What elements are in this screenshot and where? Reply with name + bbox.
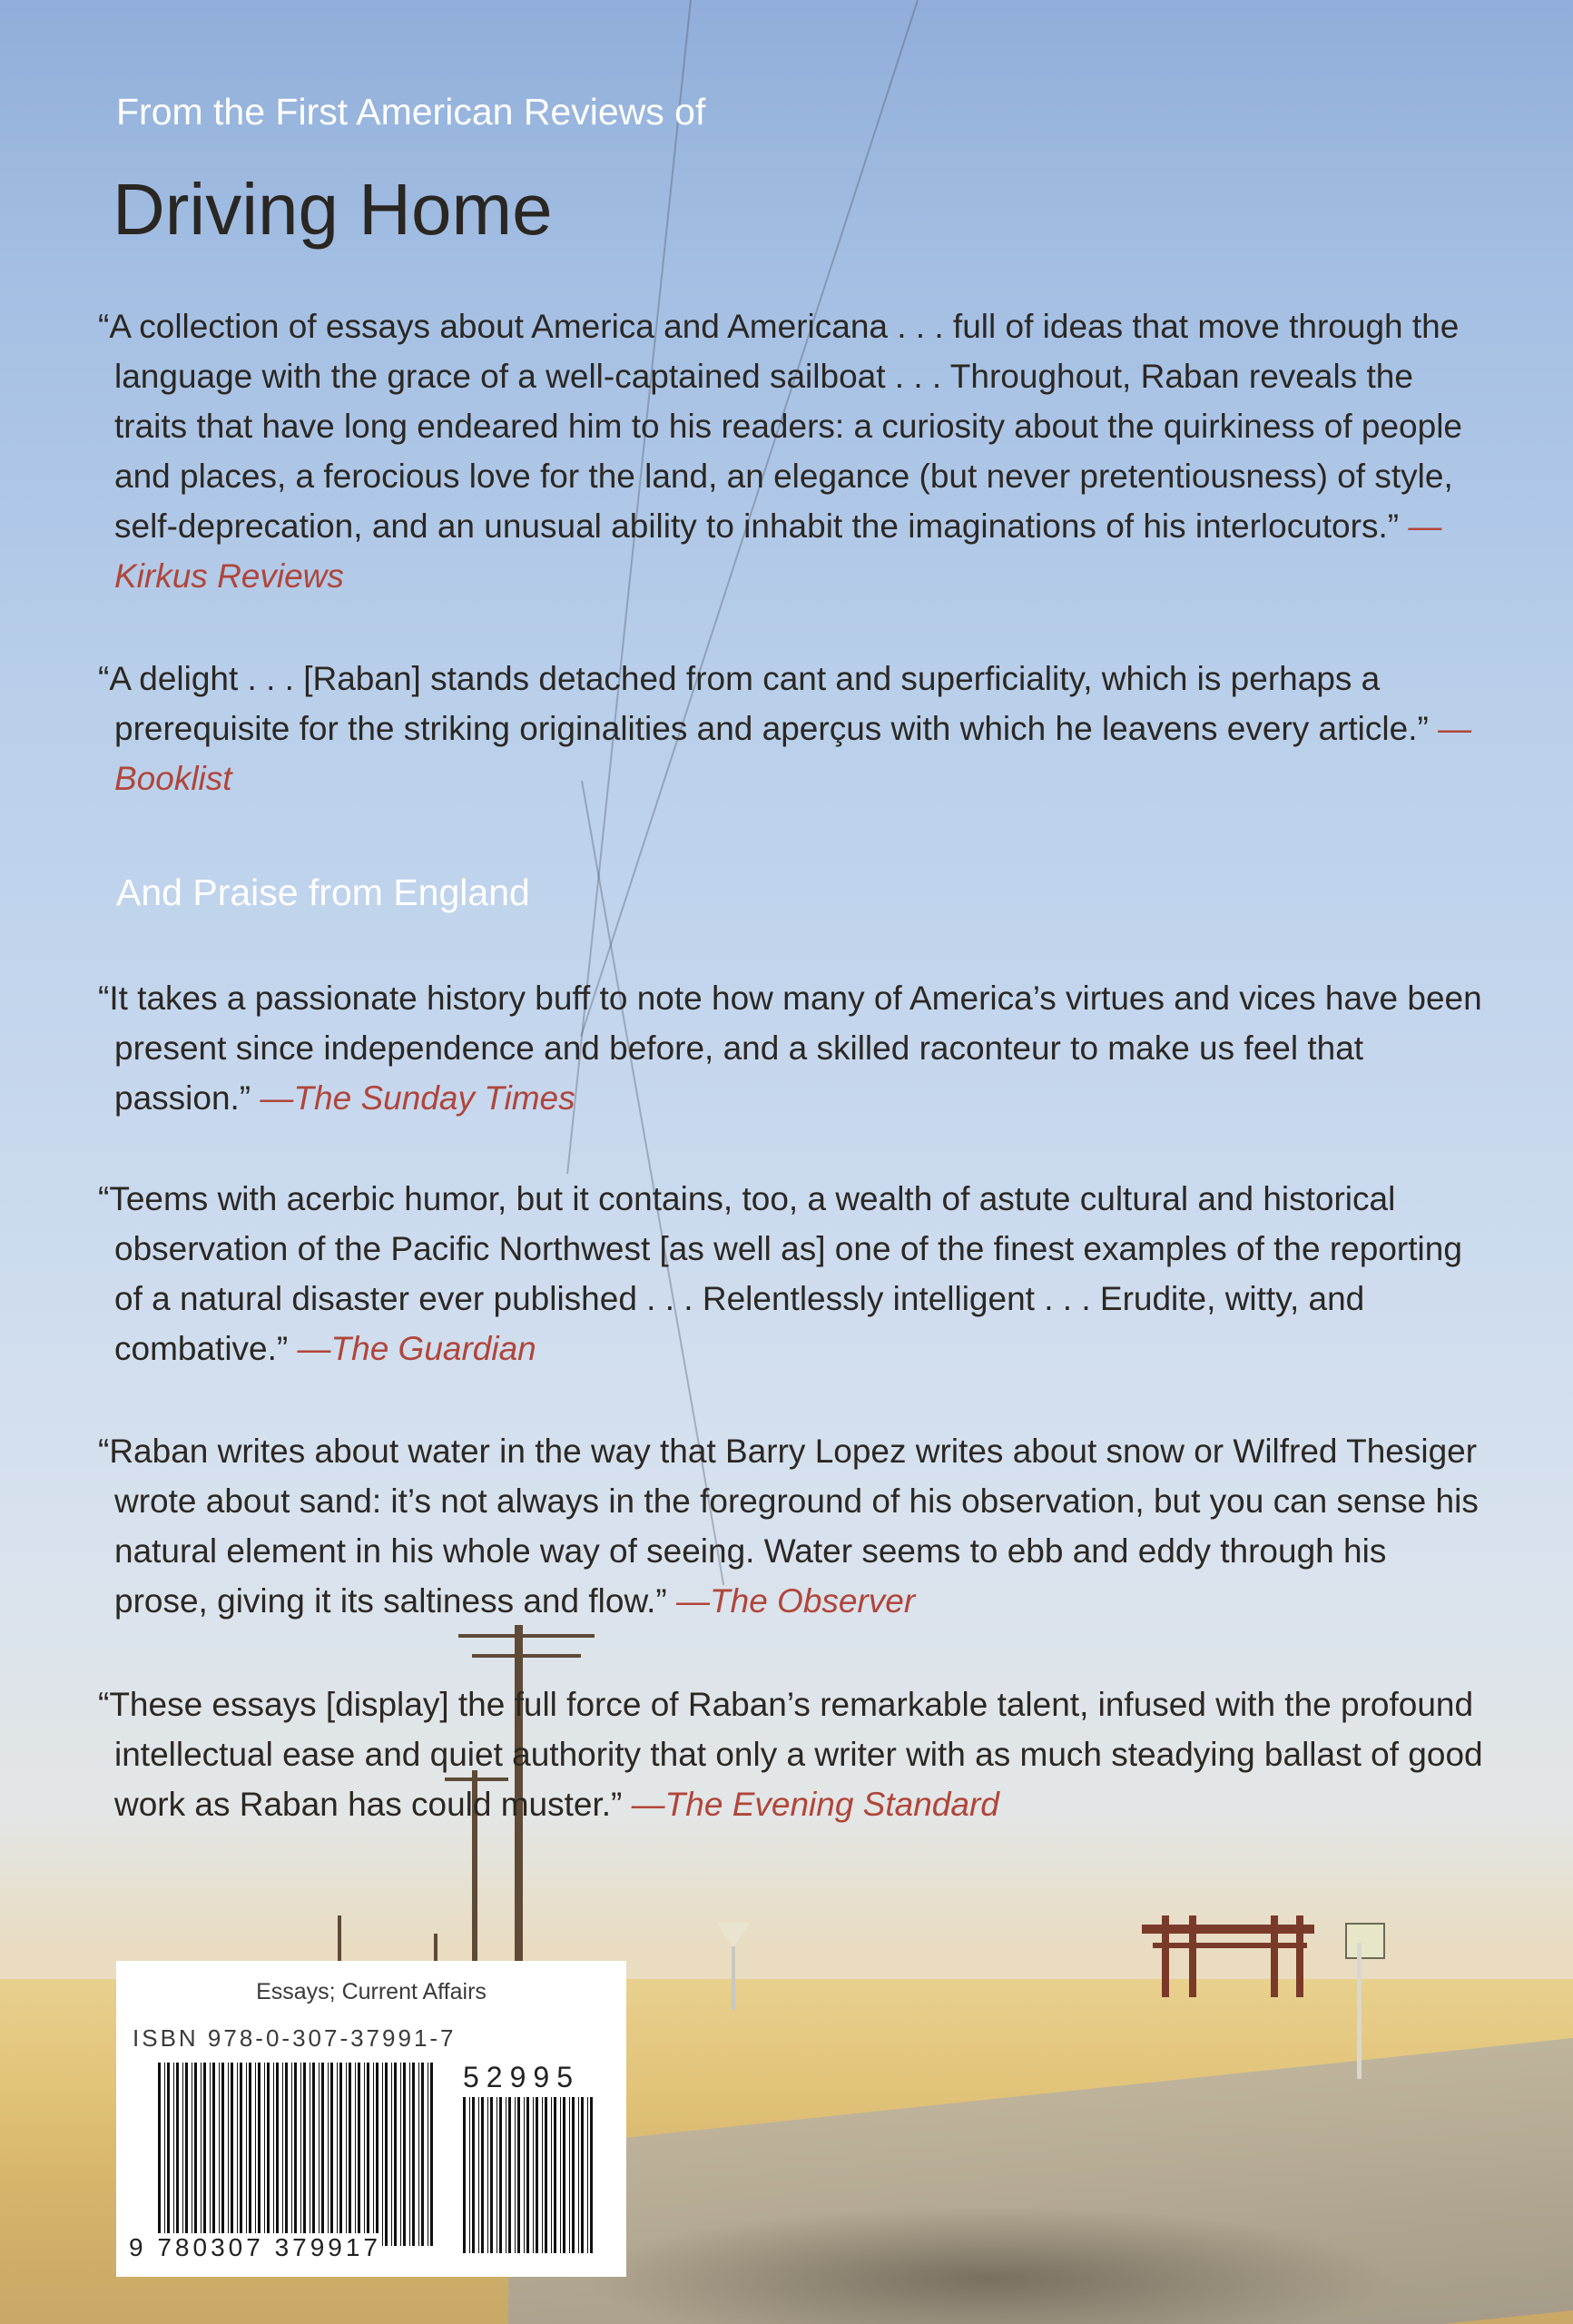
barcode-bar — [294, 2063, 297, 2246]
barcode-bar — [358, 2063, 360, 2246]
review-source: —Kirkus Reviews — [114, 507, 1442, 595]
barcode-bar — [291, 2063, 292, 2246]
barcode-bar — [349, 2063, 351, 2246]
barcode-bar — [240, 2063, 242, 2246]
gate-beam — [1153, 1943, 1307, 1948]
tree-shadow — [581, 2206, 1398, 2324]
barcode-bar — [337, 2063, 338, 2246]
sign-post — [1357, 1943, 1362, 2079]
gate-post — [1296, 1915, 1303, 1997]
pole-crossarm — [458, 1634, 595, 1638]
barcode-bar — [560, 2097, 561, 2253]
barcode-bar — [517, 2097, 520, 2253]
review-source: —Booklist — [114, 710, 1472, 797]
barcode-bar — [515, 2097, 516, 2253]
review-quote — [98, 973, 1485, 1123]
yield-sign — [717, 1923, 750, 1948]
reviews-subheading: From the First American Reviews of — [116, 91, 706, 133]
barcode-bar — [321, 2063, 324, 2246]
gate-post — [1271, 1915, 1278, 1997]
barcode-bar — [569, 2097, 570, 2253]
barcode-bar — [551, 2097, 552, 2253]
ean-barcode — [156, 2063, 437, 2246]
review-quote — [98, 1174, 1485, 1374]
review-text: “A delight . . . [Raban] stands detached from cant and superficiality, which is perhaps a prerequisite for the striking originalities and aperçus with which he leavens every article.” — [98, 660, 1429, 747]
barcode-bar — [581, 2097, 584, 2253]
barcode-bar — [158, 2063, 161, 2246]
isbn-label: ISBN 978-0-307-37991-7 — [133, 2024, 457, 2052]
review-quote — [98, 654, 1485, 803]
barcode-bar — [285, 2063, 288, 2246]
review-text: “These essays [display] the full force of Raban’s remarkable talent, infused with the profound intellectual ease and quiet authority that only a writer with as much steadying ballast of good work as Raban has could muster.” — [98, 1686, 1483, 1823]
barcode-bar — [221, 2063, 224, 2246]
barcode-bar — [526, 2097, 529, 2253]
review-quote — [98, 301, 1485, 601]
barcode-bar — [554, 2097, 556, 2253]
barcode-bar — [355, 2063, 356, 2246]
barcode-bar — [273, 2063, 274, 2246]
barcode-bar — [201, 2063, 202, 2246]
review-source: —The Guardian — [297, 1330, 536, 1367]
barcode-bar — [418, 2063, 419, 2246]
review-text: “Raban writes about water in the way that Barry Lopez writes about snow or Wilfred Thesiger wrote about sand: it’s not always in the foreground of his observation, but you can sense his natural element in his whole way of seeing. Water seems to ebb and eddy through his prose, giving it its saltiness and flow.” — [98, 1433, 1479, 1620]
barcode-bar — [212, 2063, 215, 2246]
barcode-bar — [246, 2063, 247, 2246]
barcode-bar — [255, 2063, 256, 2246]
review-source: —The Evening Standard — [631, 1786, 999, 1823]
review-quote — [98, 1679, 1485, 1829]
barcode-bar — [237, 2063, 238, 2246]
barcode-bar — [590, 2097, 593, 2253]
barcode-bar — [508, 2097, 511, 2253]
barcode-bar — [472, 2097, 475, 2253]
barcode-box — [116, 1961, 626, 2277]
barcode-bar — [578, 2097, 579, 2253]
barcode-digits: 9 780307 379917 — [129, 2233, 381, 2261]
review-text: “Teems with acerbic humor, but it contains, too, a wealth of astute cultural and historical observation of the Pacific Northwest [as well as] one of the finest examples of the reporting of a natural disaster ever published . . . Relentlessly intelligent . . . Erudite, witty, and combative.” — [98, 1180, 1462, 1367]
barcode-bar — [167, 2063, 170, 2246]
barcode-bar — [282, 2063, 283, 2246]
gate-post — [1189, 1915, 1196, 1997]
barcode-bar — [391, 2063, 392, 2246]
review-source: —The Observer — [676, 1582, 916, 1620]
barcode-bar — [203, 2063, 206, 2246]
barcode-bar — [533, 2097, 534, 2253]
barcode-bar — [376, 2063, 379, 2246]
barcode-bar — [364, 2063, 365, 2246]
barcode-bar — [487, 2097, 488, 2253]
barcode-bar — [300, 2063, 301, 2246]
barcode-bar — [481, 2097, 484, 2253]
barcode-bar — [346, 2063, 347, 2246]
barcode-bar — [312, 2063, 315, 2246]
review-quote — [98, 1426, 1485, 1626]
barcode-bar — [394, 2063, 397, 2246]
barcode-bar — [276, 2063, 279, 2246]
barcode-bar — [373, 2063, 374, 2246]
barcode-bar — [572, 2097, 575, 2253]
pole-crossarm — [472, 1654, 581, 1658]
england-praise-heading: And Praise from England — [116, 872, 530, 913]
barcode-bar — [264, 2063, 265, 2246]
barcode-bar — [412, 2063, 415, 2246]
sign-post — [732, 1946, 735, 2010]
barcode-bar — [382, 2063, 383, 2246]
barcode-bar — [545, 2097, 547, 2253]
barcode-bar — [182, 2063, 183, 2246]
barcode-bar — [499, 2097, 502, 2253]
barcode-bar — [400, 2063, 401, 2246]
book-title: Driving Home — [113, 169, 553, 250]
barcode-bar — [185, 2063, 188, 2246]
barcode-bar — [496, 2097, 497, 2253]
barcode-bar — [421, 2063, 424, 2246]
review-source: —The Sunday Times — [260, 1079, 575, 1117]
barcode-bar — [164, 2063, 165, 2246]
barcode-bar — [219, 2063, 220, 2246]
price-code: 52995 — [463, 2061, 580, 2093]
barcode-bar — [524, 2097, 525, 2253]
barcode-bar — [267, 2063, 270, 2246]
gate-post — [1162, 1915, 1169, 1997]
barcode-bar — [330, 2063, 333, 2246]
barcode-bar — [563, 2097, 565, 2253]
barcode-bar — [409, 2063, 410, 2246]
barcode-bar — [228, 2063, 229, 2246]
review-text: “It takes a passionate history buff to note how many of America’s virtues and vices have been present since independence and before, and a skilled raconteur to make us feel that passion.” — [98, 980, 1482, 1117]
barcode-bar — [469, 2097, 470, 2253]
barcode-bar — [367, 2063, 369, 2246]
barcode-bar — [176, 2063, 179, 2246]
barcode-bar — [249, 2063, 251, 2246]
barcode-bar — [430, 2063, 433, 2246]
barcode-bar — [231, 2063, 233, 2246]
barcode-bar — [385, 2063, 388, 2246]
category-label: Essays; Current Affairs — [256, 1979, 487, 2004]
barcode-bar — [194, 2063, 197, 2246]
review-text: “A collection of essays about America and Americana . . . full of ideas that move through the language with the grace of a well-captained sailboat . . . Throughout, Raban reveals the traits that have long endeared him to his readers: a curiosity about the quirkiness of people and places, a ferocious love for the land, an elegance (but never pretentiousness) of style, self-deprecation, and an unusual ability to inhabit the imaginations of his interlocutors.” — [98, 308, 1462, 545]
barcode-bar — [303, 2063, 306, 2246]
barcode-bar — [328, 2063, 329, 2246]
addon-barcode — [461, 2097, 597, 2253]
barcode-bar — [490, 2097, 493, 2253]
barcode-bar — [403, 2063, 406, 2246]
barcode-bar — [173, 2063, 174, 2246]
barcode-bar — [319, 2063, 320, 2246]
barcode-bar — [258, 2063, 261, 2246]
barcode-bar — [587, 2097, 588, 2253]
barcode-bar — [478, 2097, 479, 2253]
road-sign — [1345, 1923, 1385, 1959]
barcode-bar — [339, 2063, 342, 2246]
barcode-bar — [210, 2063, 211, 2246]
barcode-bar — [536, 2097, 538, 2253]
barcode-bar — [542, 2097, 543, 2253]
barcode-bar — [463, 2097, 466, 2253]
